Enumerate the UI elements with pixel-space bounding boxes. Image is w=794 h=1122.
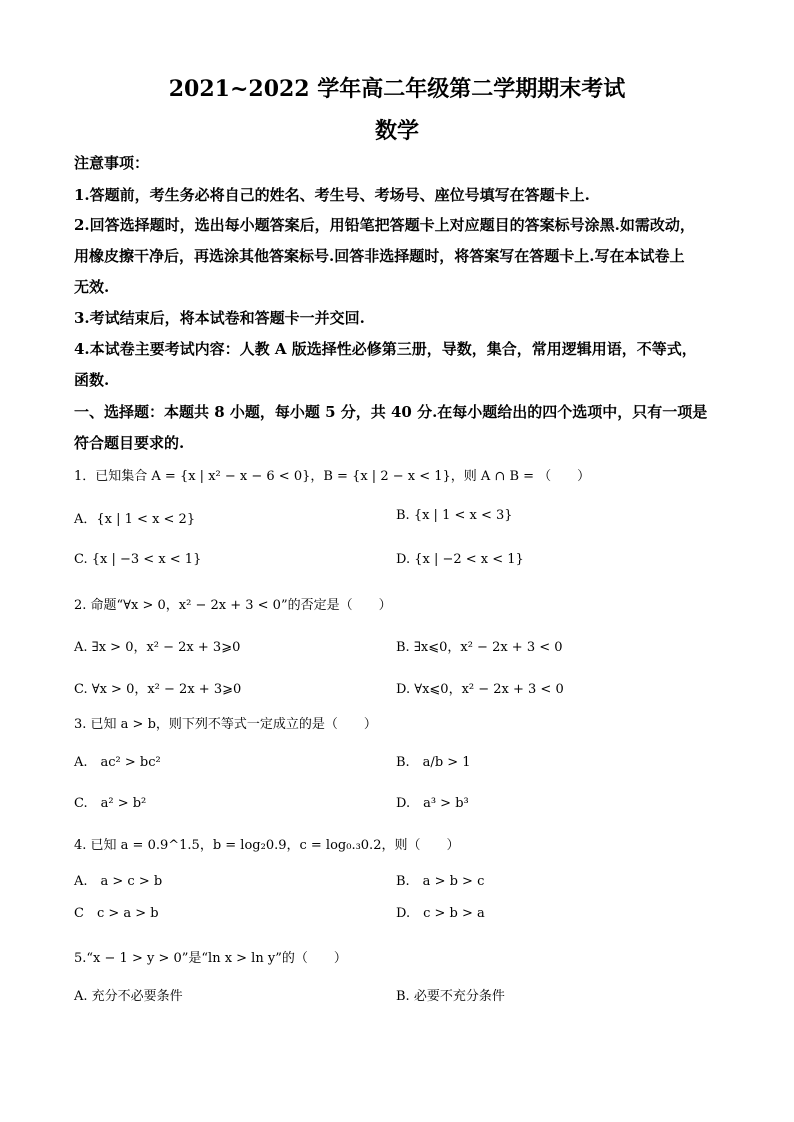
question-3-option-b: B. a/b > 1 xyxy=(396,755,471,770)
note-line-6: 4.本试卷主要考试内容：人教 A 版选择性必修第三册，导数，集合，常用逻辑用语，不等式， xyxy=(74,340,697,358)
question-3-option-a: A. ac² > bc² xyxy=(74,755,161,770)
note-line-7: 函数. xyxy=(74,371,110,389)
question-4-option-b: B. a > b > c xyxy=(396,874,485,889)
question-2-stem: 2. 命题“∀x > 0，x² − 2x + 3 < 0”的否定是（ ） xyxy=(74,598,392,613)
question-5-option-b: B. 必要不充分条件 xyxy=(396,989,505,1004)
note-line-2: 2.回答选择题时，选出每小题答案后，用铅笔把答题卡上对应题目的答案标号涂黑.如需改动， xyxy=(74,216,695,234)
question-4-option-a: A. a > c > b xyxy=(74,874,163,889)
question-3-option-d: D. a³ > b³ xyxy=(396,796,469,811)
question-1-option-a: A．{x | 1 < x < 2} xyxy=(74,512,196,527)
question-1-option-d: D. {x | −2 < x < 1} xyxy=(396,552,524,567)
question-4-option-d: D. c > b > a xyxy=(396,906,485,921)
note-line-3: 用橡皮擦干净后，再选涂其他答案标号.回答非选择题时，将答案写在答题卡上.写在本试卷上 xyxy=(74,247,685,265)
question-2-option-a: A. ∃x > 0，x² − 2x + 3⩾0 xyxy=(74,640,241,655)
section-heading-line1: 一、选择题：本题共 8 小题，每小题 5 分，共 40 分.在每小题给出的四个选项中，只有一项是 xyxy=(74,403,708,421)
exam-subject: 数学 xyxy=(374,118,419,144)
question-4-option-c: C c > a > b xyxy=(74,906,159,921)
question-4-stem: 4. 已知 a = 0.9^1.5，b = log₂0.9，c = log₀.₃0.2，则（ ） xyxy=(74,838,460,853)
note-line-5: 3.考试结束后，将本试卷和答题卡一并交回. xyxy=(74,309,365,327)
question-2-option-d: D. ∀x⩽0，x² − 2x + 3 < 0 xyxy=(396,682,564,697)
notes-heading: 注意事项： xyxy=(74,154,150,172)
question-3-option-c: C. a² > b² xyxy=(74,796,147,811)
section-heading-line2: 符合题目要求的. xyxy=(74,434,185,452)
question-2-option-c: C. ∀x > 0，x² − 2x + 3⩾0 xyxy=(74,682,242,697)
question-1-stem: 1．已知集合 A = {x | x² − x − 6 < 0}，B = {x | 2 − x < 1}，则 A ∩ B = （ ） xyxy=(74,469,591,484)
question-1-option-c: C. {x | −3 < x < 1} xyxy=(74,552,202,567)
question-2-option-b: B. ∃x⩽0，x² − 2x + 3 < 0 xyxy=(396,640,563,655)
exam-title: 2021~2022 学年高二年级第二学期期末考试 xyxy=(168,76,626,102)
question-5-option-a: A. 充分不必要条件 xyxy=(74,989,183,1004)
note-line-4: 无效. xyxy=(74,278,110,296)
question-5-stem: 5.“x − 1 > y > 0”是“ln x > ln y”的（ ） xyxy=(74,951,347,966)
note-line-1: 1.答题前，考生务必将自己的姓名、考生号、考场号、座位号填写在答题卡上. xyxy=(74,186,590,204)
question-3-stem: 3. 已知 a > b，则下列不等式一定成立的是（ ） xyxy=(74,717,377,732)
question-1-option-b: B. {x | 1 < x < 3} xyxy=(396,508,513,523)
